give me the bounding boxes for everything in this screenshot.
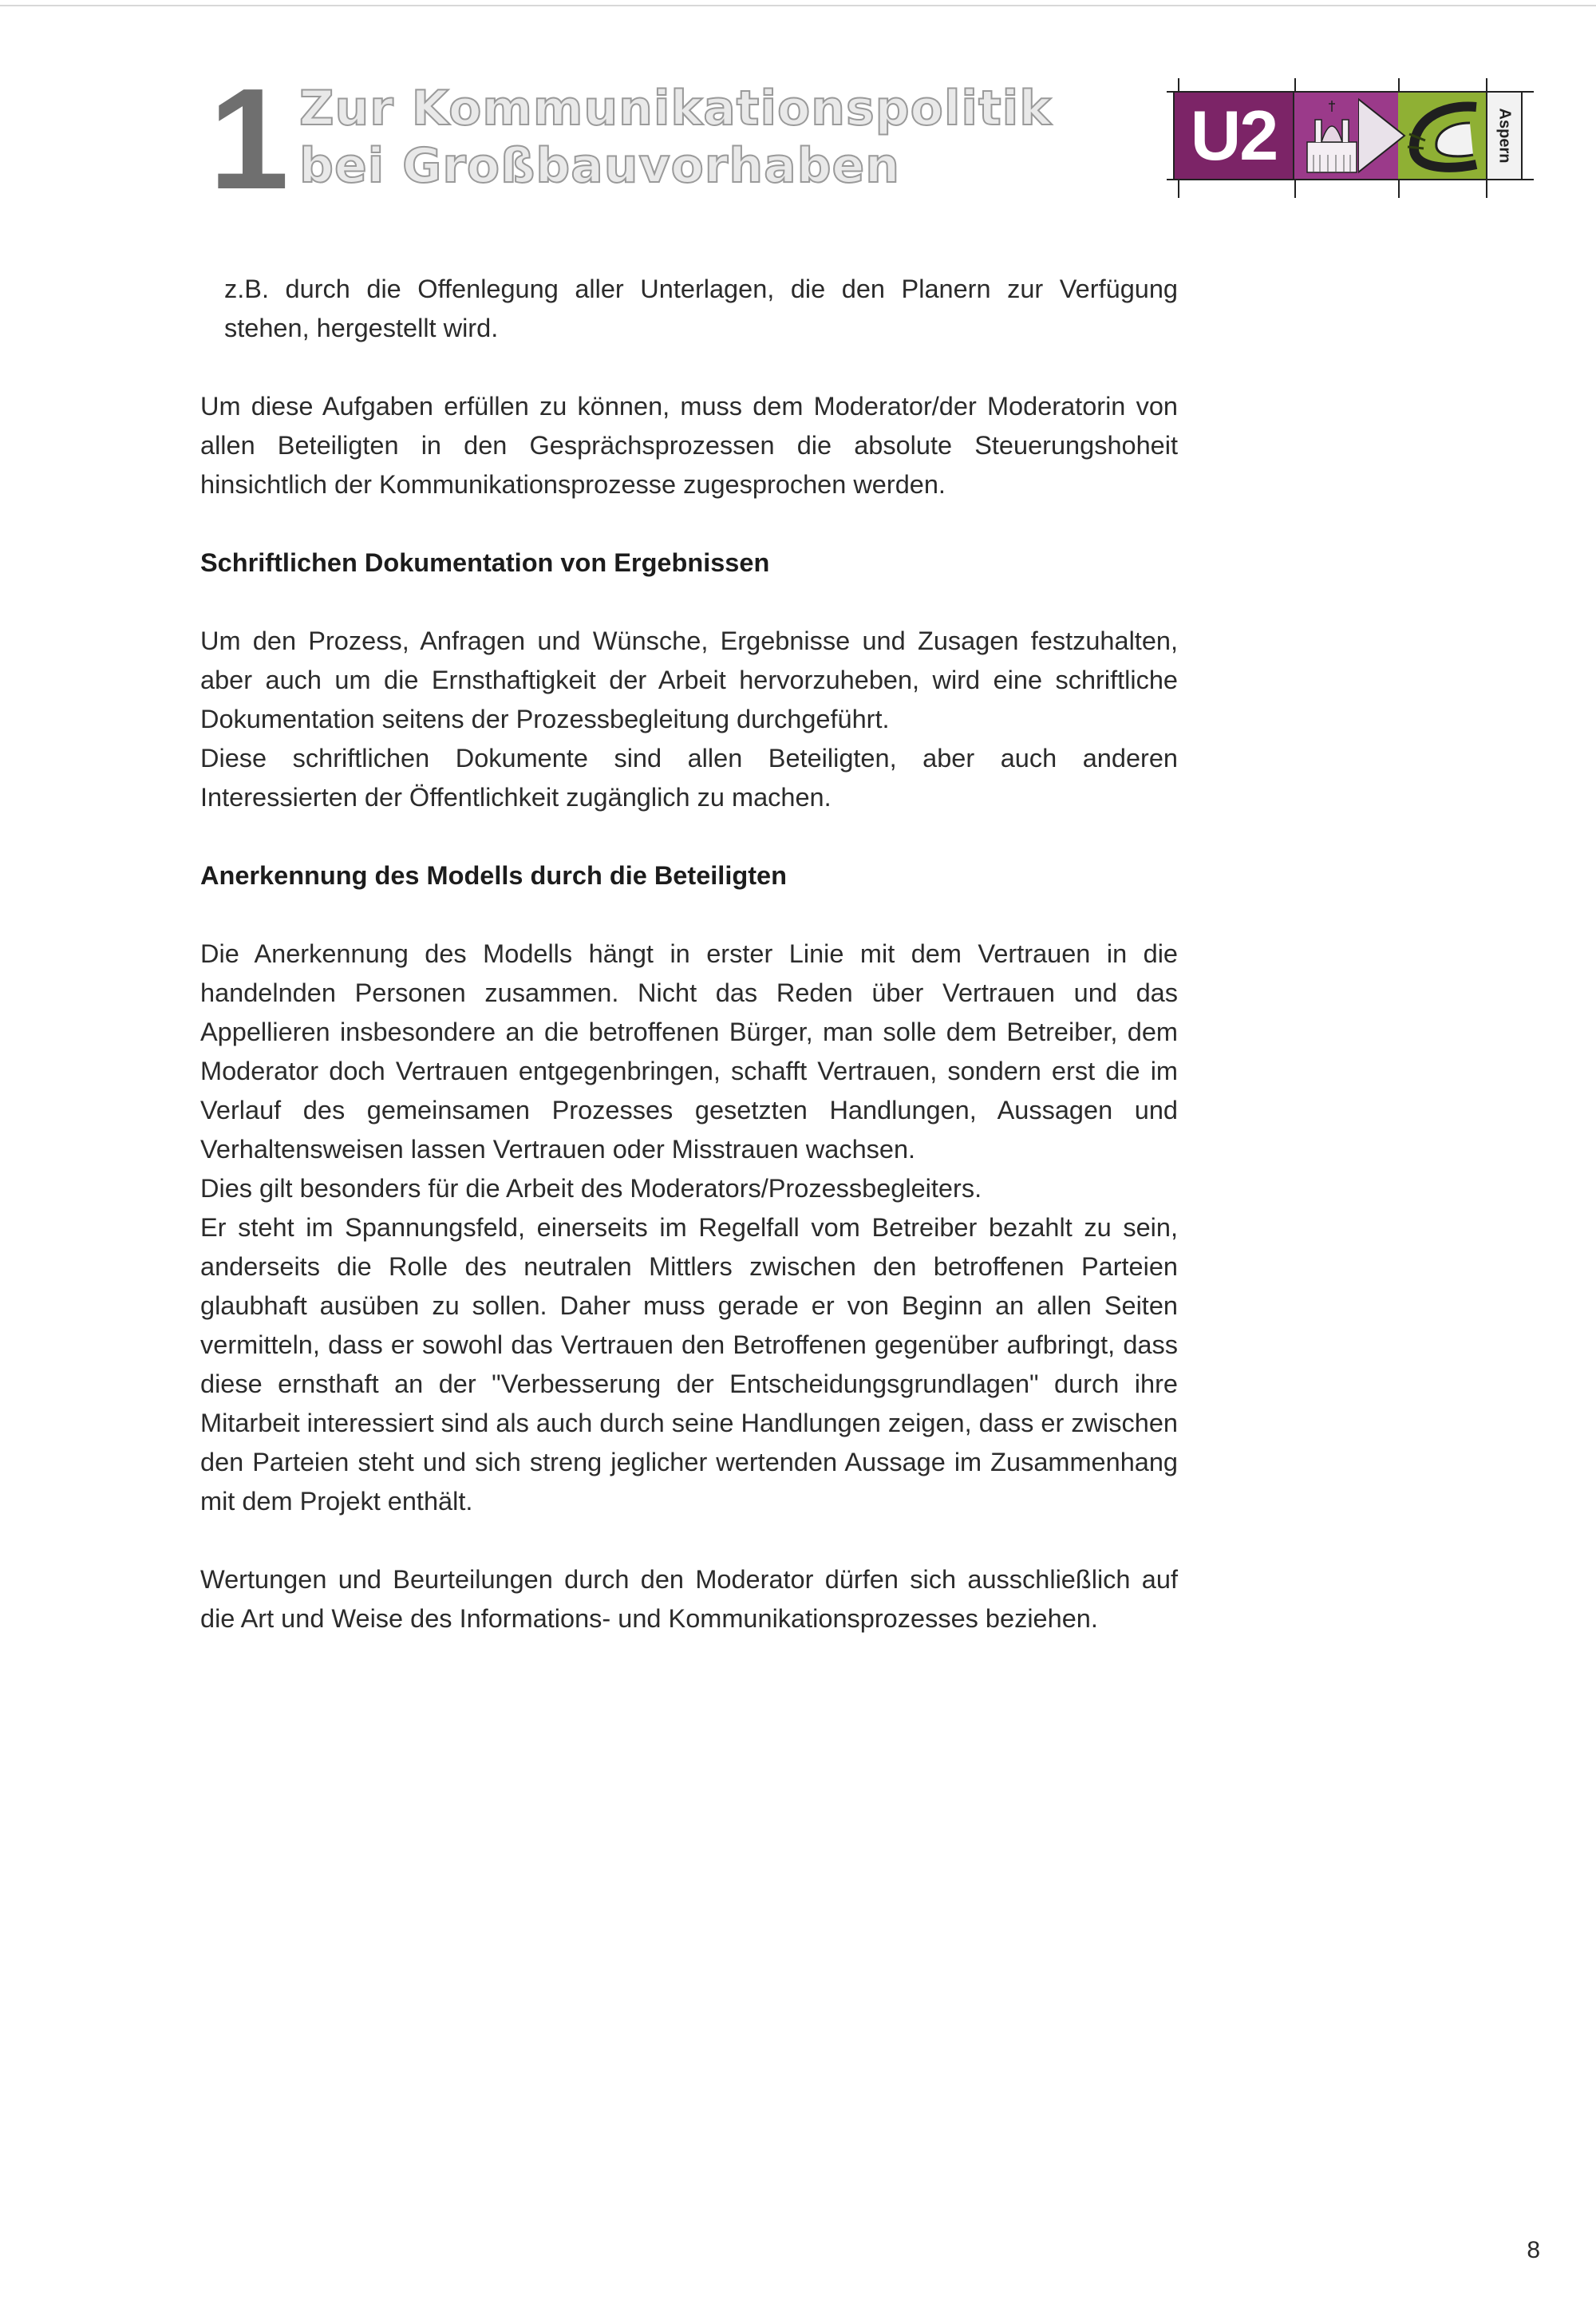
top-rule [0,5,1596,6]
stadium-icon [1406,99,1479,174]
chapter-title-line-1: Zur Kommunikationspolitik [299,81,1053,136]
page-number: 8 [1527,2237,1540,2263]
paragraph-documentation-2: Diese schriftlichen Dokumente sind allen Beteiligten, aber auch anderen Interessierten der Öffentlichkeit zugänglich zu machen. [200,744,1178,812]
body-text [200,270,1178,1638]
chapter-title-line-2: bei Großbauvorhaben [299,138,900,194]
chapter-title [299,80,1052,195]
cathedral-icon [1304,96,1360,176]
paragraph-evaluations: Wertungen und Beurteilungen durch den Moderator dürfen sich ausschließlich auf die Art und Weise des Informations- und Kommunikationsprozesses beziehen. [200,1565,1178,1633]
paragraph-acceptance-2: Dies gilt besonders für die Arbeit des Moderators/Prozessbegleiters. [200,1174,982,1203]
heading-acceptance: Anerkennung des Modells durch die Beteiligten [200,861,787,890]
u2-aspern-logo [1167,78,1534,198]
chapter-number: 1 [209,59,285,219]
paragraph-acceptance-3: Er steht im Spannungsfeld, einerseits im Regelfall vom Betreiber bezahlt zu sein, anderseits die Rolle des neutralen Mittlers zwischen den betroffenen Parteien glaubhaft ausüben zu sollen. Daher muss gerade er von Beginn an allen Seiten vermitteln, dass er sowohl das Vertrauen den Betroffenen gegenüber aufbringt, dass diese ernsthaft an der "Verbesserung der Entscheidungsgrundlagen" durch ihre Mitarbeit interessiert sind als auch durch seine Handlungen zeigen, dass er zwischen den Parteien steht und sich streng jeglicher wertenden Aussage im Zusammenhang mit dem Projekt enthält. [200,1213,1178,1516]
paragraph-moderator-tasks: Um diese Aufgaben erfüllen zu können, muss dem Moderator/der Moderatorin von allen Beteiligten in den Gesprächsprozessen die absolute Steuerungshoheit hinsichtlich der Kommunikationsprozesse zugesprochen werden. [200,392,1178,499]
u2-label: U2 [1190,96,1278,175]
u2-badge [1173,91,1294,180]
aspern-label-box [1486,91,1523,180]
heading-documentation: Schriftlichen Dokumentation von Ergebnissen [200,548,770,577]
paragraph-continuation: z.B. durch die Offenlegung aller Unterlagen, die den Planern zur Verfügung stehen, hergestellt wird. [224,275,1178,342]
paragraph-acceptance-1: Die Anerkennung des Modells hängt in erster Linie mit dem Vertrauen in die handelnden Personen zusammen. Nicht das Reden über Vertrauen und das Appellieren insbesondere an die betroffenen Bürger, man solle dem Betreiber, dem Moderator doch Vertrauen entgegenbringen, schafft Vertrauen, sondern erst die im Verlauf des gemeinsamen Prozesses gesetzten Handlungen, Aussagen und Verhaltensweisen lassen Vertrauen oder Misstrauen wachsen. [200,939,1178,1164]
paragraph-documentation-1: Um den Prozess, Anfragen und Wünsche, Ergebnisse und Zusagen festzuhalten, aber auch um die Ernsthaftigkeit der Arbeit hervorzuheben, wird eine schriftliche Dokumentation seitens der Prozessbegleitung durchgeführt. [200,626,1178,733]
aspern-label: Aspern [1495,108,1514,164]
